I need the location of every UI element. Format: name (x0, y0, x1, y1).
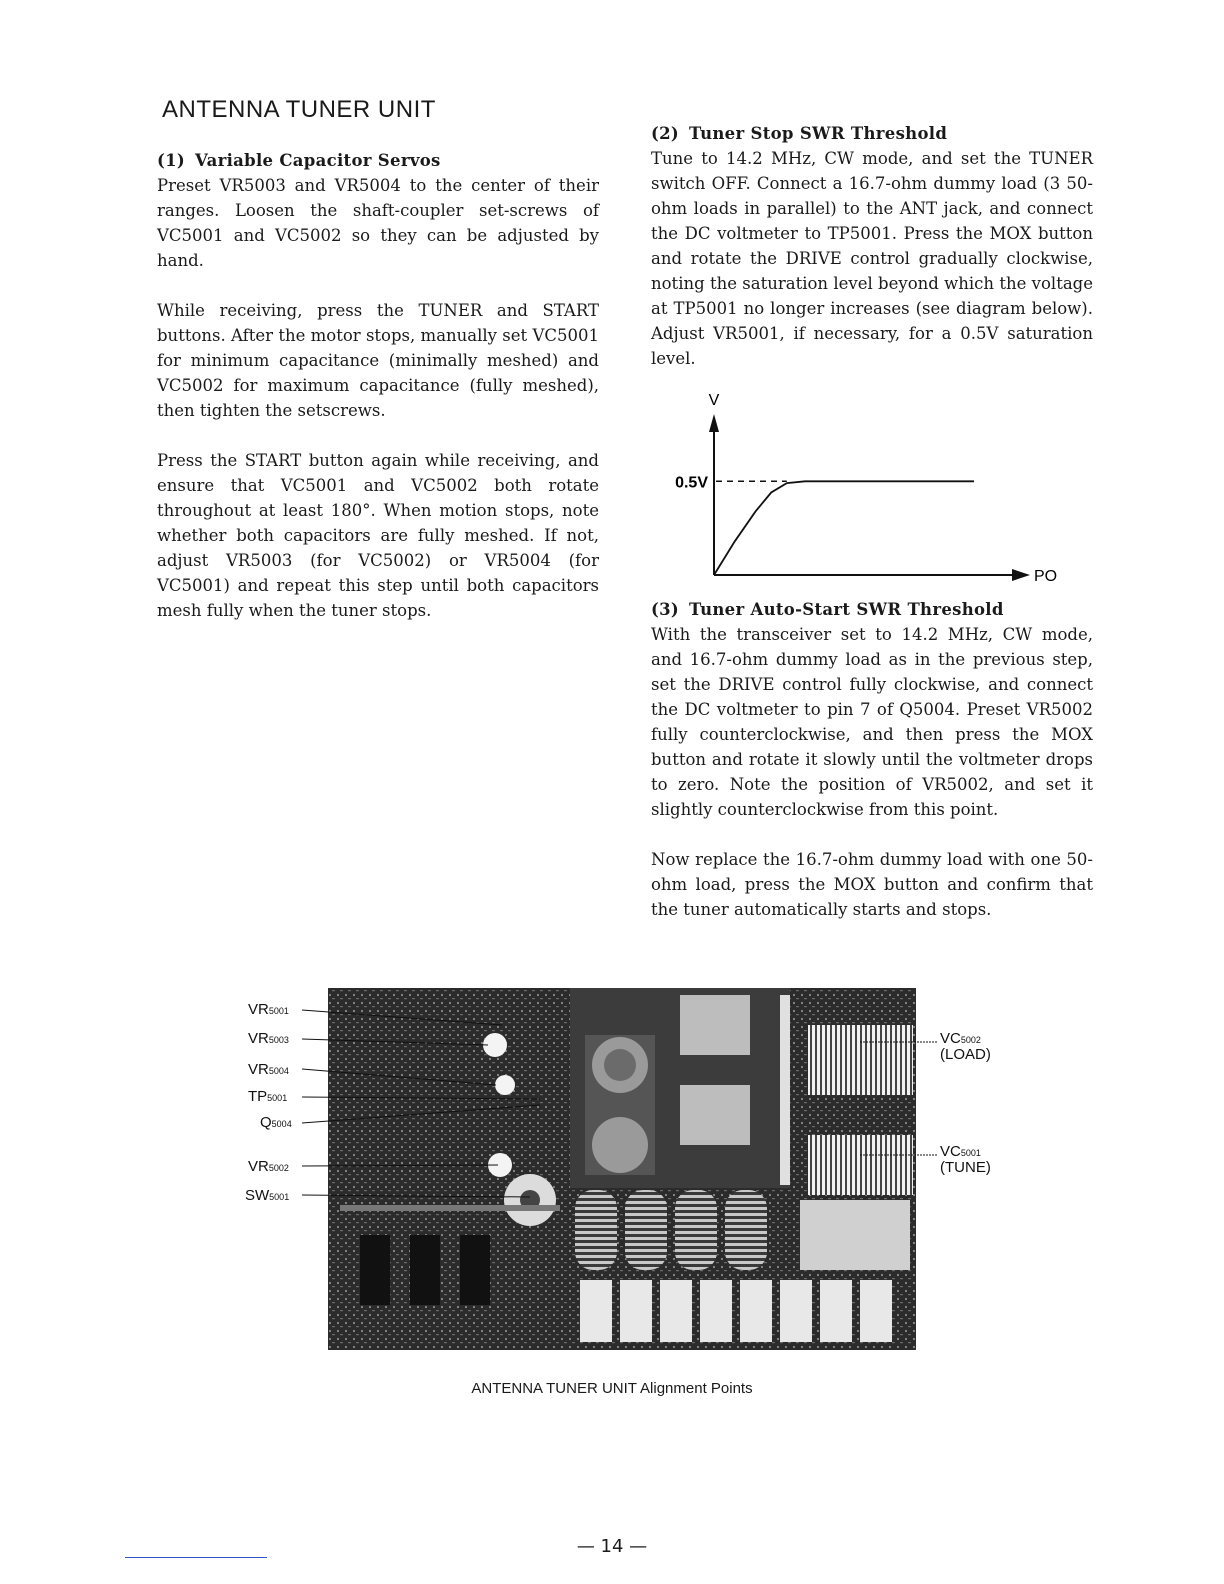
s3-heading-text: Tuner Auto-Start SWR Threshold (689, 600, 1004, 619)
label-vc5002-note: (LOAD) (940, 1046, 991, 1063)
saturation-graph (650, 380, 1070, 590)
s2-heading (651, 121, 1093, 146)
right-column-bottom (651, 597, 1093, 947)
label-vr5004: VR5004 (248, 1061, 289, 1078)
left-column (157, 148, 599, 648)
reference-label: 0.5V (675, 474, 708, 492)
label-vr5003: VR5003 (248, 1030, 289, 1047)
label-sw5001: SW5001 (245, 1187, 290, 1204)
s2-paragraph: Tune to 14.2 MHz, CW mode, and set the TUNER switch OFF. Connect a 16.7-ohm dummy load (3 50-ohm loads in parallel) to the ANT jack, and connect the DC voltmeter to TP5001. Press the MOX button and rotate the DRIVE control gradually clockwise, noting the saturation level beyond which the voltage at TP5001 no longer increases (see diagram below). Adjust VR5001, if necessary, for a 0.5V saturation level. (651, 149, 1093, 368)
s2-heading-text: Tuner Stop SWR Threshold (689, 124, 948, 143)
s2-number: (2) (651, 124, 679, 143)
s1-heading-text: Variable Capacitor Servos (195, 151, 441, 170)
x-axis-label: PO (1034, 568, 1058, 585)
y-axis-label: V (708, 392, 720, 409)
page-number: — 14 — (576, 1536, 648, 1557)
label-vc5001-note: (TUNE) (940, 1159, 991, 1176)
label-vc5001: VC5001 (940, 1143, 981, 1160)
alignment-photo-figure (240, 985, 1020, 1360)
right-column-top (651, 121, 1093, 396)
label-vc5002: VC5002 (940, 1030, 981, 1047)
saturation-curve (714, 481, 974, 575)
x-axis-arrow (1012, 569, 1030, 581)
s1-paragraph: Preset VR5003 and VR5004 to the center of their ranges. Loosen the shaft-coupler set-screws of VC5001 and VC5002 so they can be adjusted by hand. (157, 176, 599, 270)
figure-caption: ANTENNA TUNER UNIT Alignment Points (471, 1380, 753, 1397)
label-vr5002: VR5002 (248, 1158, 289, 1175)
s1-paragraph: Press the START button again while receiving, and ensure that VC5001 and VC5002 both rotate throughout at least 180°. When motion stops, note whether both capacitors are fully meshed. If not, adjust VR5003 (for VC5002) or VR5004 (for VC5001) and repeat this step until both capacitors mesh fully when the tuner stops. (157, 451, 599, 620)
s3-number: (3) (651, 600, 679, 619)
s1-number: (1) (157, 151, 185, 170)
label-q5004: Q5004 (260, 1114, 292, 1131)
s3-paragraph: With the transceiver set to 14.2 MHz, CW mode, and 16.7-ohm dummy load as in the previous step, set the DRIVE control fully clockwise, and connect the DC voltmeter to pin 7 of Q5004. Preset VR5002 fully counterclockwise, and then press the MOX button and rotate it slowly until the voltmeter drops to zero. Note the position of VR5002, and set it slightly counterclockwise from this point. (651, 625, 1093, 819)
s1-heading (157, 148, 599, 173)
footer-rule (125, 1557, 267, 1558)
s1-paragraph: While receiving, press the TUNER and START buttons. After the motor stops, manually set VC5001 for minimum capacitance (minimally meshed) and VC5002 for maximum capacitance (fully meshed), then tighten the setscrews. (157, 301, 599, 420)
s3-heading (651, 597, 1093, 622)
label-tp5001: TP5001 (248, 1088, 288, 1105)
label-vr5001: VR5001 (248, 1001, 289, 1018)
s3-paragraph: Now replace the 16.7-ohm dummy load with one 50-ohm load, press the MOX button and confirm that the tuner automatically starts and stops. (651, 850, 1093, 919)
section-title: ANTENNA TUNER UNIT (162, 96, 436, 123)
